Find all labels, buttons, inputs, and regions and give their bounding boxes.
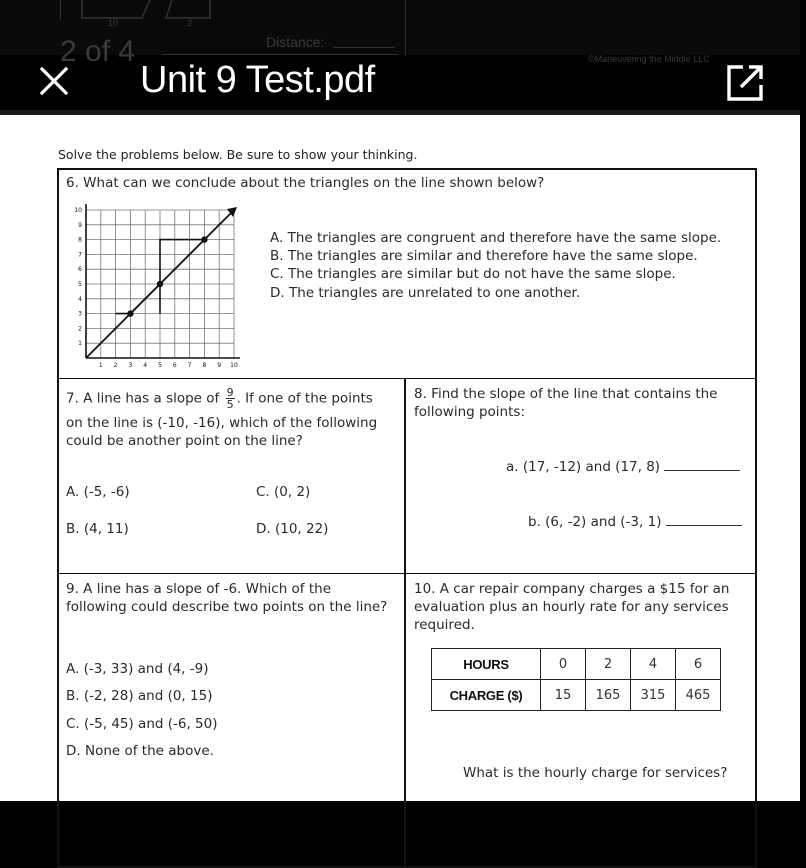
y-tick-label: 6 (78, 266, 82, 274)
x-tick-label: 9 (217, 362, 222, 369)
y-tick-label: 4 (78, 295, 82, 303)
distance-label: Distance: (266, 34, 325, 50)
q9-option-a: A. (-3, 33) and (4, -9) (66, 661, 209, 677)
charge-cell: 465 (676, 680, 721, 711)
q7-frac-den: 5 (226, 398, 234, 411)
open-external-button[interactable] (725, 63, 765, 103)
viewer-title-bar (0, 55, 800, 110)
table-row (432, 649, 721, 680)
q8-answer-blank-a[interactable] (664, 458, 740, 471)
q9-option-d: D. None of the above. (66, 743, 214, 759)
q7-option-d: D. (10, 22) (256, 521, 329, 537)
row-divider-2 (57, 573, 757, 575)
y-tick-label: 3 (78, 310, 82, 318)
graph-y-ticks (74, 207, 82, 347)
y-tick-label: 10 (74, 207, 82, 214)
x-tick-label: 6 (172, 362, 177, 369)
q6-option-b: B. The triangles are similar and therefore have the same slope. (270, 248, 698, 264)
x-tick-label: 8 (202, 362, 207, 369)
q7-prompt-line2: on the line is (-10, -16), which of the following (66, 415, 378, 431)
q7-prompt-post: . If one of the points (236, 390, 373, 407)
q7-option-b: B. (4, 11) (66, 521, 129, 537)
x-tick-label: 2 (113, 362, 118, 369)
charge-cell: 15 (541, 680, 586, 711)
q9-prompt-line2: following could describe two points on the line? (66, 599, 388, 615)
q8-prompt-line2: following points: (414, 404, 525, 420)
charge-cell: 315 (631, 680, 676, 711)
q6-option-a: A. The triangles are congruent and therefore have the same slope. (270, 230, 722, 246)
charge-header: CHARGE ($) (432, 680, 541, 711)
hours-cell: 0 (541, 649, 586, 680)
close-icon (36, 63, 72, 99)
y-tick-label: 7 (78, 251, 82, 259)
row-divider-1 (57, 378, 757, 380)
distance-blank (333, 47, 395, 48)
q6-option-d: D. The triangles are unrelated to one another. (270, 285, 581, 301)
x-tick-label: 4 (143, 362, 148, 369)
pdf-page[interactable] (0, 115, 800, 801)
q6-option-c: C. The triangles are similar but do not have the same slope. (270, 266, 676, 282)
close-button[interactable] (36, 63, 72, 99)
graph-point (127, 310, 133, 316)
q6-graph (60, 203, 240, 371)
x-tick-label: 5 (158, 362, 162, 369)
y-tick-label: 9 (78, 221, 82, 229)
q10-question: What is the hourly charge for services? (463, 765, 728, 781)
graph-point (157, 281, 163, 287)
prev-triangles-icon (80, 0, 220, 22)
page-indicator: 2 of 4 (60, 35, 136, 68)
q10-prompt-line3: required. (414, 617, 475, 633)
q10-prompt-line2: evaluation plus an hourly rate for any services (414, 599, 729, 615)
q8-part-a-text: a. (17, -12) and (17, 8) (506, 459, 661, 475)
hours-cell: 2 (586, 649, 631, 680)
q8-part-a (506, 458, 740, 476)
copyright-text: ©Maneuvering the Middle LLC (588, 54, 710, 64)
x-tick-label: 1 (98, 362, 103, 369)
q10-rate-table (431, 648, 721, 711)
y-tick-label: 5 (78, 281, 82, 288)
prev-shape-1 (60, 0, 61, 20)
q7-option-c: C. (0, 2) (256, 484, 311, 500)
x-tick-label: 7 (187, 362, 192, 369)
hours-cell: 4 (631, 649, 676, 680)
q8-part-b (528, 513, 742, 531)
prev-frag-a: 10 (108, 18, 119, 28)
q8-answer-blank-b[interactable] (666, 513, 742, 526)
q6-prompt: 6. What can we conclude about the triangles on the line shown below? (66, 175, 545, 191)
document-title: Unit 9 Test.pdf (140, 59, 375, 101)
q7-prompt-line1 (66, 387, 373, 410)
q7-prompt-line3: could be another point on the line? (66, 433, 303, 449)
q7-slope-fraction (226, 387, 235, 410)
y-tick-label: 2 (78, 325, 82, 333)
table-row (432, 680, 721, 711)
x-tick-label: 3 (128, 362, 133, 369)
col-divider (404, 378, 406, 868)
graph-point (201, 236, 207, 242)
q8-prompt-line1: 8. Find the slope of the line that contains the (414, 386, 718, 402)
hours-cell: 6 (676, 649, 721, 680)
prev-right-box (405, 0, 806, 56)
graph-x-ticks (99, 362, 238, 369)
q9-option-c: C. (-5, 45) and (-6, 50) (66, 716, 218, 732)
hours-header: HOURS (432, 649, 541, 680)
open-external-icon (725, 63, 765, 103)
q8-part-b-text: b. (6, -2) and (-3, 1) (528, 514, 662, 530)
q7-frac-num: 9 (226, 386, 234, 399)
prev-frag-b: 2 (187, 18, 193, 28)
q10-prompt-line1: 10. A car repair company charges a $15 for an (414, 581, 730, 597)
charge-cell: 165 (586, 680, 631, 711)
q7-prompt-pre: 7. A line has a slope of (66, 390, 220, 407)
q9-prompt-line1: 9. A line has a slope of -6. Which of the (66, 581, 332, 597)
q7-option-a: A. (-5, -6) (66, 484, 130, 500)
instructions-text: Solve the problems below. Be sure to show your thinking. (58, 147, 418, 162)
x-tick-label: 10 (230, 362, 238, 369)
y-tick-label: 1 (78, 340, 82, 348)
q9-option-b: B. (-2, 28) and (0, 15) (66, 688, 213, 704)
previous-page-fragment (0, 0, 800, 68)
y-tick-label: 8 (78, 236, 82, 244)
